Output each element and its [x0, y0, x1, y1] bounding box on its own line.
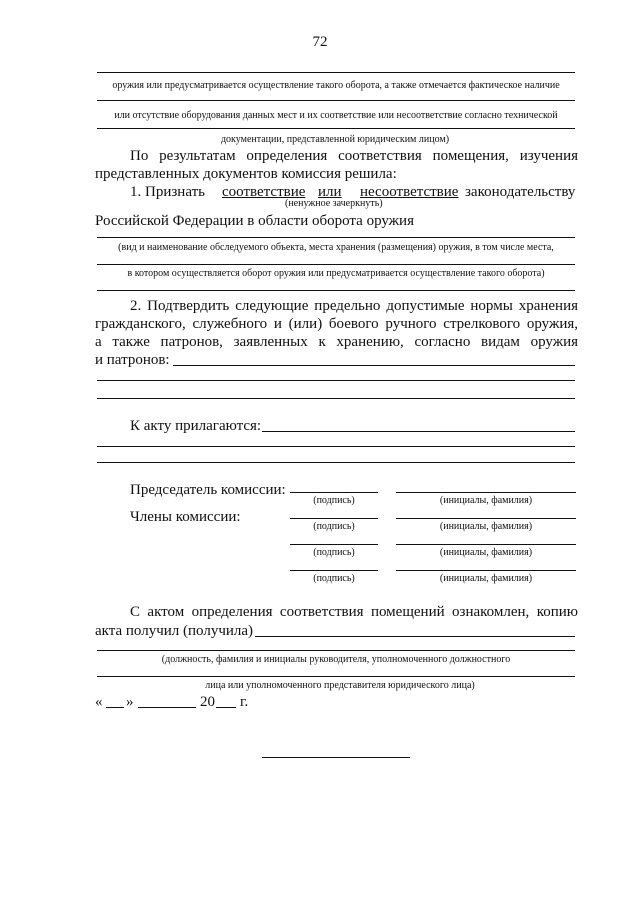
- date-month-line: [138, 707, 196, 708]
- signature-caption: (подпись): [313, 573, 355, 584]
- initials-caption: (инициалы, фамилия): [439, 547, 533, 558]
- fill-line: [97, 290, 575, 291]
- date-close-quote: »: [126, 694, 134, 710]
- attachments-label: К акту прилагаются:: [130, 418, 262, 434]
- initials-line: [396, 518, 576, 519]
- fill-line: [262, 431, 575, 432]
- date-year-line: [216, 707, 236, 708]
- ack-line-1: С актом определения соответствия помещений ознакомлен, копию: [130, 604, 578, 620]
- item1-option-nonconformity: несоответствие: [360, 184, 459, 200]
- caption-line-1: оружия или предусматривается осуществление такого оборота, а также отмечается фактическое наличие: [112, 80, 560, 91]
- item2-line-1: 2. Подтвердить следующие предельно допустимые нормы хранения: [130, 298, 578, 314]
- page-number: 72: [312, 34, 328, 50]
- bottom-separator: [262, 757, 410, 758]
- item1-suffix: законодательству: [465, 184, 576, 200]
- fill-line: [97, 380, 575, 381]
- caption-line-4: (вид и наименование обследуемого объекта, места хранения (размещения) оружия, в том числе места,: [118, 242, 554, 253]
- initials-caption: (инициалы, фамилия): [439, 573, 533, 584]
- caption-line-7: лица или уполномоченного представителя юридического лица): [205, 680, 475, 691]
- item1-line-2: Российской Федерации в области оборота оружия: [95, 213, 414, 229]
- fill-line: [173, 365, 575, 366]
- item2-line-2: гражданского, служебного и (или) боевого ручного стрелкового оружия,: [95, 316, 578, 332]
- item1-prefix: 1. Признать: [130, 184, 205, 200]
- fill-line: [97, 650, 575, 651]
- fill-line: [97, 462, 575, 463]
- date-year-prefix: 20: [200, 694, 215, 710]
- decision-paragraph-line-2: представленных документов комиссия решила:: [95, 166, 397, 182]
- signature-caption: (подпись): [313, 547, 355, 558]
- initials-line: [396, 570, 576, 571]
- fill-line: [97, 237, 575, 238]
- signature-line: [290, 544, 378, 545]
- fill-line: [97, 398, 575, 399]
- caption-line-3: документации, представленной юридическим лицом): [220, 134, 450, 145]
- fill-line: [255, 636, 575, 637]
- date-day-line: [106, 707, 124, 708]
- signature-line: [290, 570, 378, 571]
- fill-line: [97, 128, 575, 129]
- signature-line: [290, 492, 378, 493]
- date-open-quote: «: [95, 694, 103, 710]
- date-year-suffix: г.: [240, 694, 249, 710]
- item1-option-or: или: [318, 184, 342, 200]
- signature-caption: (подпись): [313, 495, 355, 506]
- signature-caption: (подпись): [313, 521, 355, 532]
- ack-line-2: акта получил (получила): [95, 623, 254, 639]
- caption-line-5: в котором осуществляется оборот оружия или предусматривается осуществление такого оборота): [127, 268, 545, 279]
- members-label: Члены комиссии:: [130, 509, 241, 525]
- initials-caption: (инициалы, фамилия): [439, 521, 533, 532]
- item2-line-4: и патронов:: [95, 352, 170, 368]
- item2-line-3: а также патронов, заявленных к хранению, согласно видам оружия: [95, 334, 578, 350]
- fill-line: [97, 264, 575, 265]
- item1-hint: (ненужное зачеркнуть): [285, 198, 383, 209]
- decision-paragraph-line-1: По результатам определения соответствия помещения, изучения: [130, 148, 578, 164]
- fill-line: [97, 72, 575, 73]
- chairman-label: Председатель комиссии:: [130, 482, 286, 498]
- caption-line-2: или отсутствие оборудования данных мест и их соответствие или несоответствие согласно технической: [114, 110, 558, 121]
- fill-line: [97, 446, 575, 447]
- initials-line: [396, 492, 576, 493]
- fill-line: [97, 100, 575, 101]
- initials-line: [396, 544, 576, 545]
- item1-option-conformity: соответствие: [222, 184, 306, 200]
- initials-caption: (инициалы, фамилия): [439, 495, 533, 506]
- fill-line: [97, 676, 575, 677]
- caption-line-6: (должность, фамилия и инициалы руководителя, уполномоченного должностного: [161, 654, 511, 665]
- signature-line: [290, 518, 378, 519]
